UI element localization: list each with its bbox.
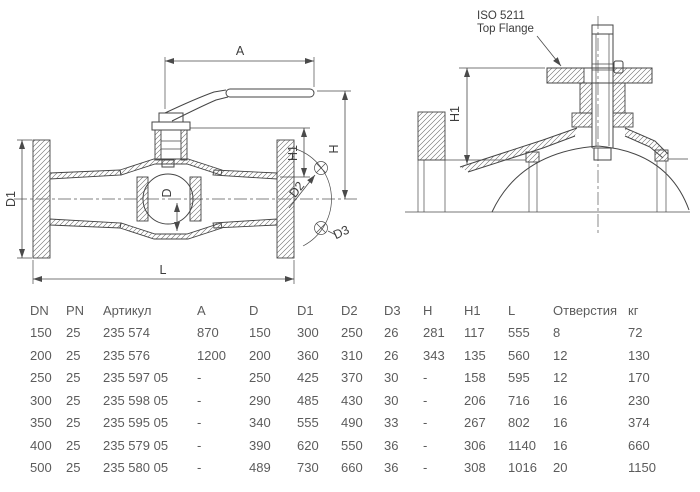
table-cell: 716 bbox=[508, 392, 530, 408]
table-cell: - bbox=[197, 460, 202, 476]
table-cell: 235 597 05 bbox=[103, 370, 169, 386]
table-cell: 290 bbox=[249, 392, 271, 408]
column-header: PN bbox=[66, 302, 85, 318]
table-cell: 281 bbox=[423, 325, 445, 341]
table-cell: 135 bbox=[464, 347, 486, 363]
column-header: D1 bbox=[297, 302, 314, 318]
table-cell: 200 bbox=[249, 347, 271, 363]
table-cell: 33 bbox=[384, 415, 399, 431]
table-cell: 150 bbox=[249, 325, 271, 341]
table-cell: - bbox=[423, 460, 428, 476]
table-row bbox=[30, 344, 700, 367]
table-cell: 660 bbox=[628, 437, 650, 453]
table-cell: 340 bbox=[249, 415, 271, 431]
table-cell: 25 bbox=[66, 460, 81, 476]
table-cell: 25 bbox=[66, 392, 81, 408]
table-row bbox=[30, 322, 700, 345]
column-header: H1 bbox=[464, 302, 481, 318]
handle bbox=[165, 89, 314, 121]
left-flange bbox=[418, 112, 445, 160]
dim-label-d1: D1 bbox=[4, 191, 18, 207]
column-header: DN bbox=[30, 302, 49, 318]
column-header: H bbox=[423, 302, 433, 318]
iso-callout-line2: Top Flange bbox=[477, 23, 534, 35]
table-cell: 36 bbox=[384, 437, 399, 453]
bolt-hole-symbol bbox=[315, 222, 328, 235]
dim-label-l: L bbox=[159, 263, 167, 277]
end-view bbox=[405, 10, 690, 236]
table-cell: 16 bbox=[553, 437, 568, 453]
table-cell: 1140 bbox=[508, 437, 536, 453]
dim-label-h: H bbox=[327, 144, 341, 154]
table-cell: 235 576 bbox=[103, 347, 150, 363]
table-row bbox=[30, 457, 700, 480]
table-cell: 1200 bbox=[197, 347, 226, 363]
dim-label-d2: D2 bbox=[286, 178, 308, 201]
dim-label-d3: D3 bbox=[331, 222, 352, 243]
valve-body-bottom bbox=[120, 223, 222, 239]
table-cell: 660 bbox=[341, 460, 363, 476]
table-cell: 8 bbox=[553, 325, 561, 341]
table-cell: 250 bbox=[249, 370, 271, 386]
table-cell: 400 bbox=[30, 437, 52, 453]
table-cell: 250 bbox=[30, 370, 52, 386]
table-cell: 310 bbox=[341, 347, 363, 363]
table-cell: 250 bbox=[341, 325, 363, 341]
table-cell: 16 bbox=[553, 415, 568, 431]
table-cell: 72 bbox=[628, 325, 643, 341]
table-cell: 595 bbox=[508, 370, 530, 386]
table-cell: 158 bbox=[464, 370, 486, 386]
column-header: D3 bbox=[384, 302, 401, 318]
table-cell: - bbox=[423, 415, 428, 431]
table-cell: - bbox=[423, 392, 428, 408]
table-cell: 25 bbox=[66, 325, 81, 341]
side-view bbox=[4, 44, 360, 284]
table-cell: 555 bbox=[297, 415, 319, 431]
bolt-hole-symbol bbox=[315, 162, 328, 175]
dim-label-a: A bbox=[235, 44, 245, 58]
table-cell: - bbox=[197, 437, 202, 453]
table-cell: 235 574 bbox=[103, 325, 150, 341]
table-cell: 36 bbox=[384, 460, 399, 476]
table-cell: 200 bbox=[30, 347, 52, 363]
table-cell: 235 598 05 bbox=[103, 392, 169, 408]
table-cell: 30 bbox=[384, 370, 399, 386]
table-cell: 12 bbox=[553, 347, 568, 363]
table-row bbox=[30, 389, 700, 412]
table-cell: 206 bbox=[464, 392, 486, 408]
table-cell: 620 bbox=[297, 437, 319, 453]
table-cell: 300 bbox=[297, 325, 319, 341]
table-cell: 25 bbox=[66, 370, 81, 386]
table-cell: 300 bbox=[30, 392, 52, 408]
table-row bbox=[30, 412, 700, 435]
table-cell: 20 bbox=[553, 460, 568, 476]
table-cell: 308 bbox=[464, 460, 486, 476]
table-cell: 489 bbox=[249, 460, 271, 476]
table-cell: 25 bbox=[66, 437, 81, 453]
table-cell: 230 bbox=[628, 392, 650, 408]
table-cell: 370 bbox=[341, 370, 363, 386]
table-cell: 25 bbox=[66, 347, 81, 363]
table-cell: - bbox=[423, 437, 428, 453]
table-row bbox=[30, 367, 700, 390]
table-cell: 267 bbox=[464, 415, 486, 431]
seat-right bbox=[190, 177, 201, 221]
dim-label-d: D bbox=[160, 188, 174, 198]
table-cell: 550 bbox=[341, 437, 363, 453]
table-cell: 26 bbox=[384, 325, 399, 341]
left-flange bbox=[33, 140, 50, 258]
column-header: D2 bbox=[341, 302, 358, 318]
table-cell: 730 bbox=[297, 460, 319, 476]
table-cell: 1150 bbox=[628, 460, 656, 476]
table-cell: 16 bbox=[553, 392, 568, 408]
table-cell: 560 bbox=[508, 347, 530, 363]
table-cell: 130 bbox=[628, 347, 650, 363]
column-header: кг bbox=[628, 302, 639, 318]
table-cell: 170 bbox=[628, 370, 650, 386]
table-cell: 306 bbox=[464, 437, 486, 453]
table-cell: 490 bbox=[341, 415, 363, 431]
table-cell: 425 bbox=[297, 370, 319, 386]
table-cell: 117 bbox=[464, 325, 485, 341]
column-header: Артикул bbox=[103, 302, 152, 318]
column-header: D bbox=[249, 302, 259, 318]
table-cell: 802 bbox=[508, 415, 530, 431]
table-cell: 360 bbox=[297, 347, 319, 363]
column-header: L bbox=[508, 302, 516, 318]
table-body bbox=[30, 322, 700, 480]
table-row bbox=[30, 434, 700, 457]
table-cell: 430 bbox=[341, 392, 363, 408]
table-cell: 390 bbox=[249, 437, 271, 453]
table-cell: 343 bbox=[423, 347, 445, 363]
column-header: Отверстия bbox=[553, 302, 618, 318]
table-cell: - bbox=[197, 415, 202, 431]
table-cell: 555 bbox=[508, 325, 530, 341]
iso-callout-line1: ISO 5211 bbox=[477, 10, 525, 22]
table-cell: 30 bbox=[384, 392, 399, 408]
dim-label-h1: H1 bbox=[286, 145, 300, 161]
table-cell: 150 bbox=[30, 325, 52, 341]
table-cell: - bbox=[197, 370, 202, 386]
table-cell: 1016 bbox=[508, 460, 537, 476]
table-cell: 235 579 05 bbox=[103, 437, 169, 453]
table-cell: 235 595 05 bbox=[103, 415, 169, 431]
dim-label-h1-right: H1 bbox=[448, 106, 462, 122]
iso-leader-line bbox=[537, 36, 561, 66]
table-cell: 12 bbox=[553, 370, 568, 386]
table-cell: 500 bbox=[30, 460, 52, 476]
table-cell: 26 bbox=[384, 347, 399, 363]
spec-table bbox=[0, 299, 700, 479]
table-cell: 485 bbox=[297, 392, 319, 408]
table-cell: 350 bbox=[30, 415, 52, 431]
table-cell: 25 bbox=[66, 415, 81, 431]
table-cell: - bbox=[197, 392, 202, 408]
table-cell: 235 580 05 bbox=[103, 460, 169, 476]
table-cell: 374 bbox=[628, 415, 650, 431]
table-cell: - bbox=[423, 370, 428, 386]
table-header-row bbox=[30, 299, 700, 322]
gland bbox=[152, 122, 190, 130]
table-cell: 870 bbox=[197, 325, 219, 341]
column-header: A bbox=[197, 302, 206, 318]
